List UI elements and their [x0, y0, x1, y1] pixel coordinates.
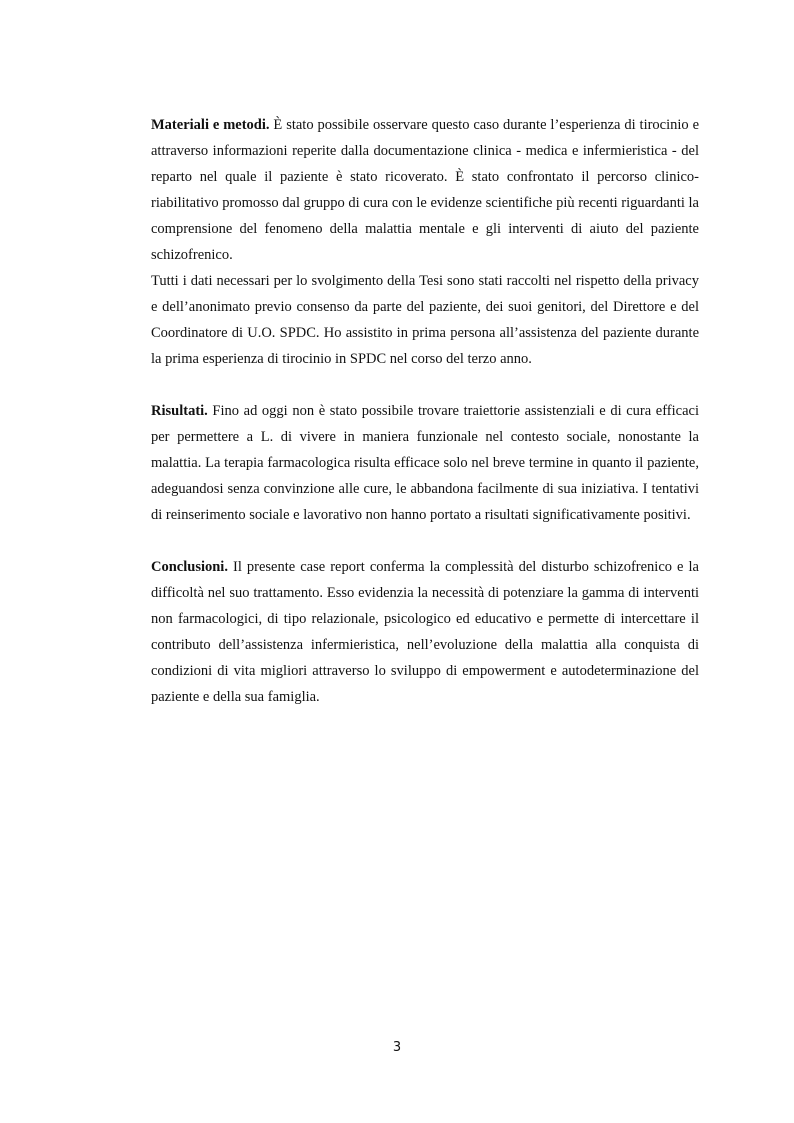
document-page	[151, 112, 699, 710]
risultati-body: Fino ad oggi non è stato possibile trovare traiettorie assistenziali e di cura efficaci per permettere a L. di vivere in maniera funzionale nel contesto sociale, nonostante la malattia. La terapia farmacologica risulta efficace solo nel breve termine in quanto il paziente, adeguandosi senza convinzione alle cure, le abbandona facilmente di sua iniziativa. I tentativi di reinserimento sociale e lavorativo non hanno portato a risultati significativamente positivi.	[151, 403, 699, 523]
risultati-heading: Risultati.	[151, 403, 208, 419]
section-spacer	[151, 528, 699, 554]
materiali-paragraph	[151, 112, 699, 268]
materiali-paragraph-2: Tutti i dati necessari per lo svolgimento della Tesi sono stati raccolti nel rispetto della privacy e dell’anonimato previo consenso da parte del paziente, dei suoi genitori, del Direttore e del Coordinatore di U.O. SPDC. Ho assistito in prima persona all’assistenza del paziente durante la prima esperienza di tirocinio in SPDC nel corso del terzo anno.	[151, 273, 699, 367]
risultati-paragraph	[151, 398, 699, 528]
section-spacer	[151, 372, 699, 398]
conclusioni-body: Il presente case report conferma la complessità del disturbo schizofrenico e la difficoltà nel suo trattamento. Esso evidenzia la necessità di potenziare la gamma di interventi non farmacologici, di tipo relazionale, psicologico ed educativo e permette di intercettare il contributo dell’assistenza infermieristica, nell’evoluzione della malattia alla conquista di condizioni di vita migliori attraverso lo sviluppo di empowerment e autodeterminazione del paziente e della sua famiglia.	[151, 559, 699, 705]
page-number: 3	[392, 1040, 402, 1055]
conclusioni-heading: Conclusioni.	[151, 559, 228, 575]
conclusioni-paragraph	[151, 554, 699, 710]
materiali-heading: Materiali e metodi.	[151, 117, 270, 133]
materiali-body: È stato possibile osservare questo caso durante l’esperienza di tirocinio e attraverso informazioni reperite dalla documentazione clinica - medica e infermieristica - del reparto nel quale il paziente è stato ricoverato. È stato confrontato il percorso clinico-riabilitativo promosso dal gruppo di cura con le evidenze scientifiche più recenti riguardanti la comprensione del fenomeno della malattia mentale e gli interventi di aiuto del paziente schizofrenico.	[151, 117, 700, 263]
